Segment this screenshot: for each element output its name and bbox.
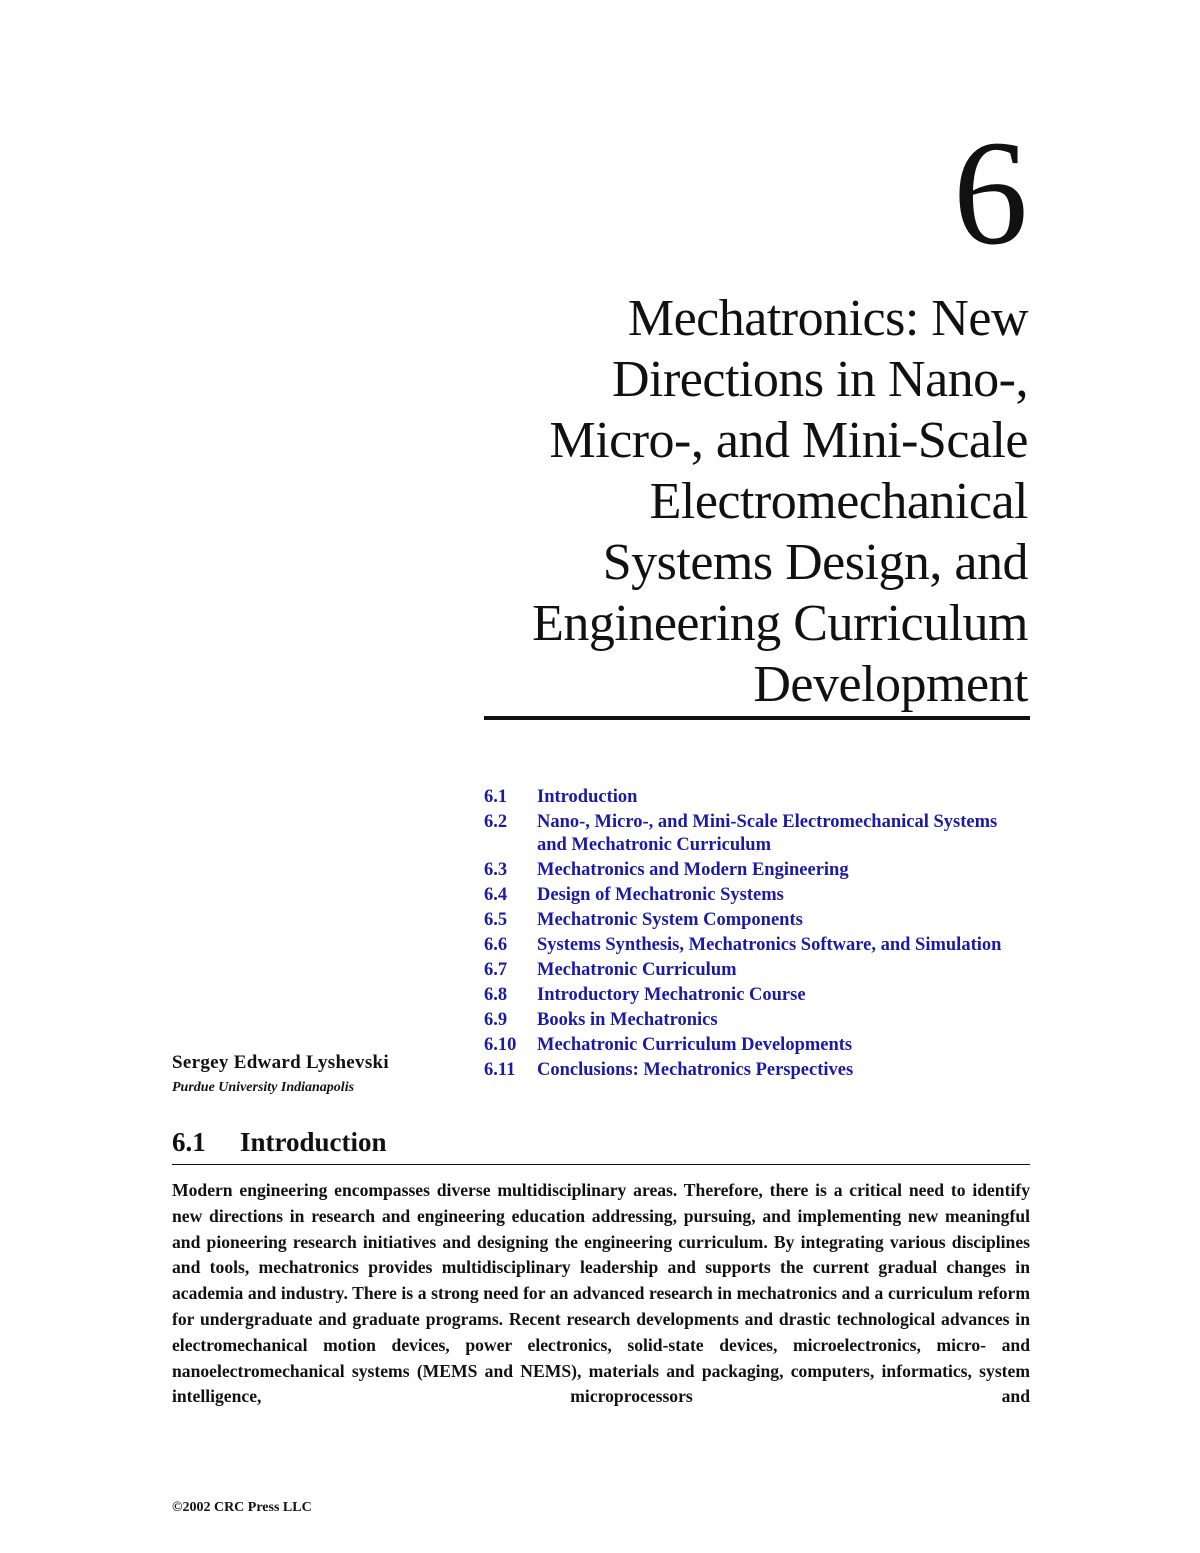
toc-link[interactable]: Systems Synthesis, Mechatronics Software, and Simulation: [537, 934, 1002, 955]
toc-number: 6.11: [484, 1060, 516, 1081]
toc-number: 6.9: [484, 1010, 508, 1031]
chapter-title-line: Development: [753, 656, 1028, 713]
toc-number: 6.4: [484, 884, 508, 905]
chapter-title-line: Systems Design, and: [602, 534, 1028, 591]
toc-number: 6.5: [484, 909, 508, 930]
toc-link[interactable]: Mechatronic Curriculum Developments: [537, 1035, 853, 1056]
table-of-contents: [484, 786, 1030, 1085]
toc-link[interactable]: Introduction: [537, 787, 638, 807]
toc-number: 6.6: [484, 934, 508, 955]
toc-item-6-9[interactable]: [484, 1009, 1030, 1032]
toc-item-6-6[interactable]: [484, 934, 1030, 957]
body-paragraph: Modern engineering encompasses diverse multidisciplinary areas. Therefore, there is a critical need to identify new directions in research and engineering education addressing, pursuing, and implementing new meaningful and pioneering research initiatives and designing the engineering curriculum. By integrating various disciplines and tools, mechatronics provides multidisciplinary leadership and supports the current gradual changes in academia and industry. There is a strong need for an advanced research in mechatronics and a curriculum reform for undergraduate and graduate programs. Recent research developments and drastic technological advances in electromechanical motion devices, power electronics, solid-state devices, microelectronics, micro- and nanoelectromechanical systems (MEMS and NEMS), materials and packaging, computers, informatics, system intelligence, microprocessors and: [172, 1180, 1030, 1407]
toc-number: 6.10: [484, 1035, 517, 1056]
toc-item-6-5[interactable]: [484, 909, 1030, 932]
toc-link[interactable]: Mechatronics and Modern Engineering: [537, 859, 849, 880]
author-affiliation: Purdue University Indianapolis: [172, 1080, 355, 1095]
toc-link[interactable]: Mechatronic Curriculum: [537, 960, 737, 981]
section-heading: [172, 1124, 1030, 1165]
toc-link[interactable]: Mechatronic System Components: [537, 909, 803, 930]
toc-number: 6.3: [484, 859, 508, 880]
chapter-title-line: Engineering Curriculum: [532, 595, 1028, 652]
toc-link[interactable]: Design of Mechatronic Systems: [537, 884, 784, 905]
chapter-title-line: Electromechanical: [649, 473, 1028, 530]
chapter-number: 6: [953, 110, 1028, 276]
toc-link[interactable]: Books in Mechatronics: [537, 1010, 718, 1031]
toc-item-6-2[interactable]: [484, 811, 1030, 856]
toc-item-6-10[interactable]: [484, 1034, 1030, 1057]
toc-number: 6.2: [484, 812, 508, 833]
toc-item-6-1[interactable]: [484, 786, 1030, 809]
toc-link[interactable]: Introductory Mechatronic Course: [537, 985, 806, 1006]
toc-number: 6.7: [484, 960, 508, 981]
title-divider: [484, 716, 1030, 720]
chapter-title: [388, 288, 1028, 715]
toc-link[interactable]: Nano-, Micro-, and Mini-Scale Electromechanical Systems and Mechatronic Curriculum: [537, 812, 998, 855]
toc-item-6-3[interactable]: [484, 859, 1030, 882]
author-name: Sergey Edward Lyshevski: [172, 1052, 389, 1073]
toc-number: 6.1: [484, 787, 508, 807]
toc-item-6-4[interactable]: [484, 884, 1030, 907]
chapter-title-line: Directions in Nano-,: [611, 351, 1028, 408]
copyright-footer: ©2002 CRC Press LLC: [172, 1500, 312, 1515]
toc-item-6-7[interactable]: [484, 959, 1030, 982]
chapter-title-line: Micro-, and Mini-Scale: [549, 412, 1028, 469]
toc-link[interactable]: Conclusions: Mechatronics Perspectives: [537, 1060, 854, 1081]
chapter-title-line: Mechatronics: New: [627, 290, 1028, 347]
section-title: Introduction: [240, 1127, 387, 1157]
toc-item-6-11[interactable]: [484, 1059, 1030, 1082]
toc-number: 6.8: [484, 985, 508, 1006]
toc-item-6-8[interactable]: [484, 984, 1030, 1007]
section-number: 6.1: [172, 1127, 206, 1157]
